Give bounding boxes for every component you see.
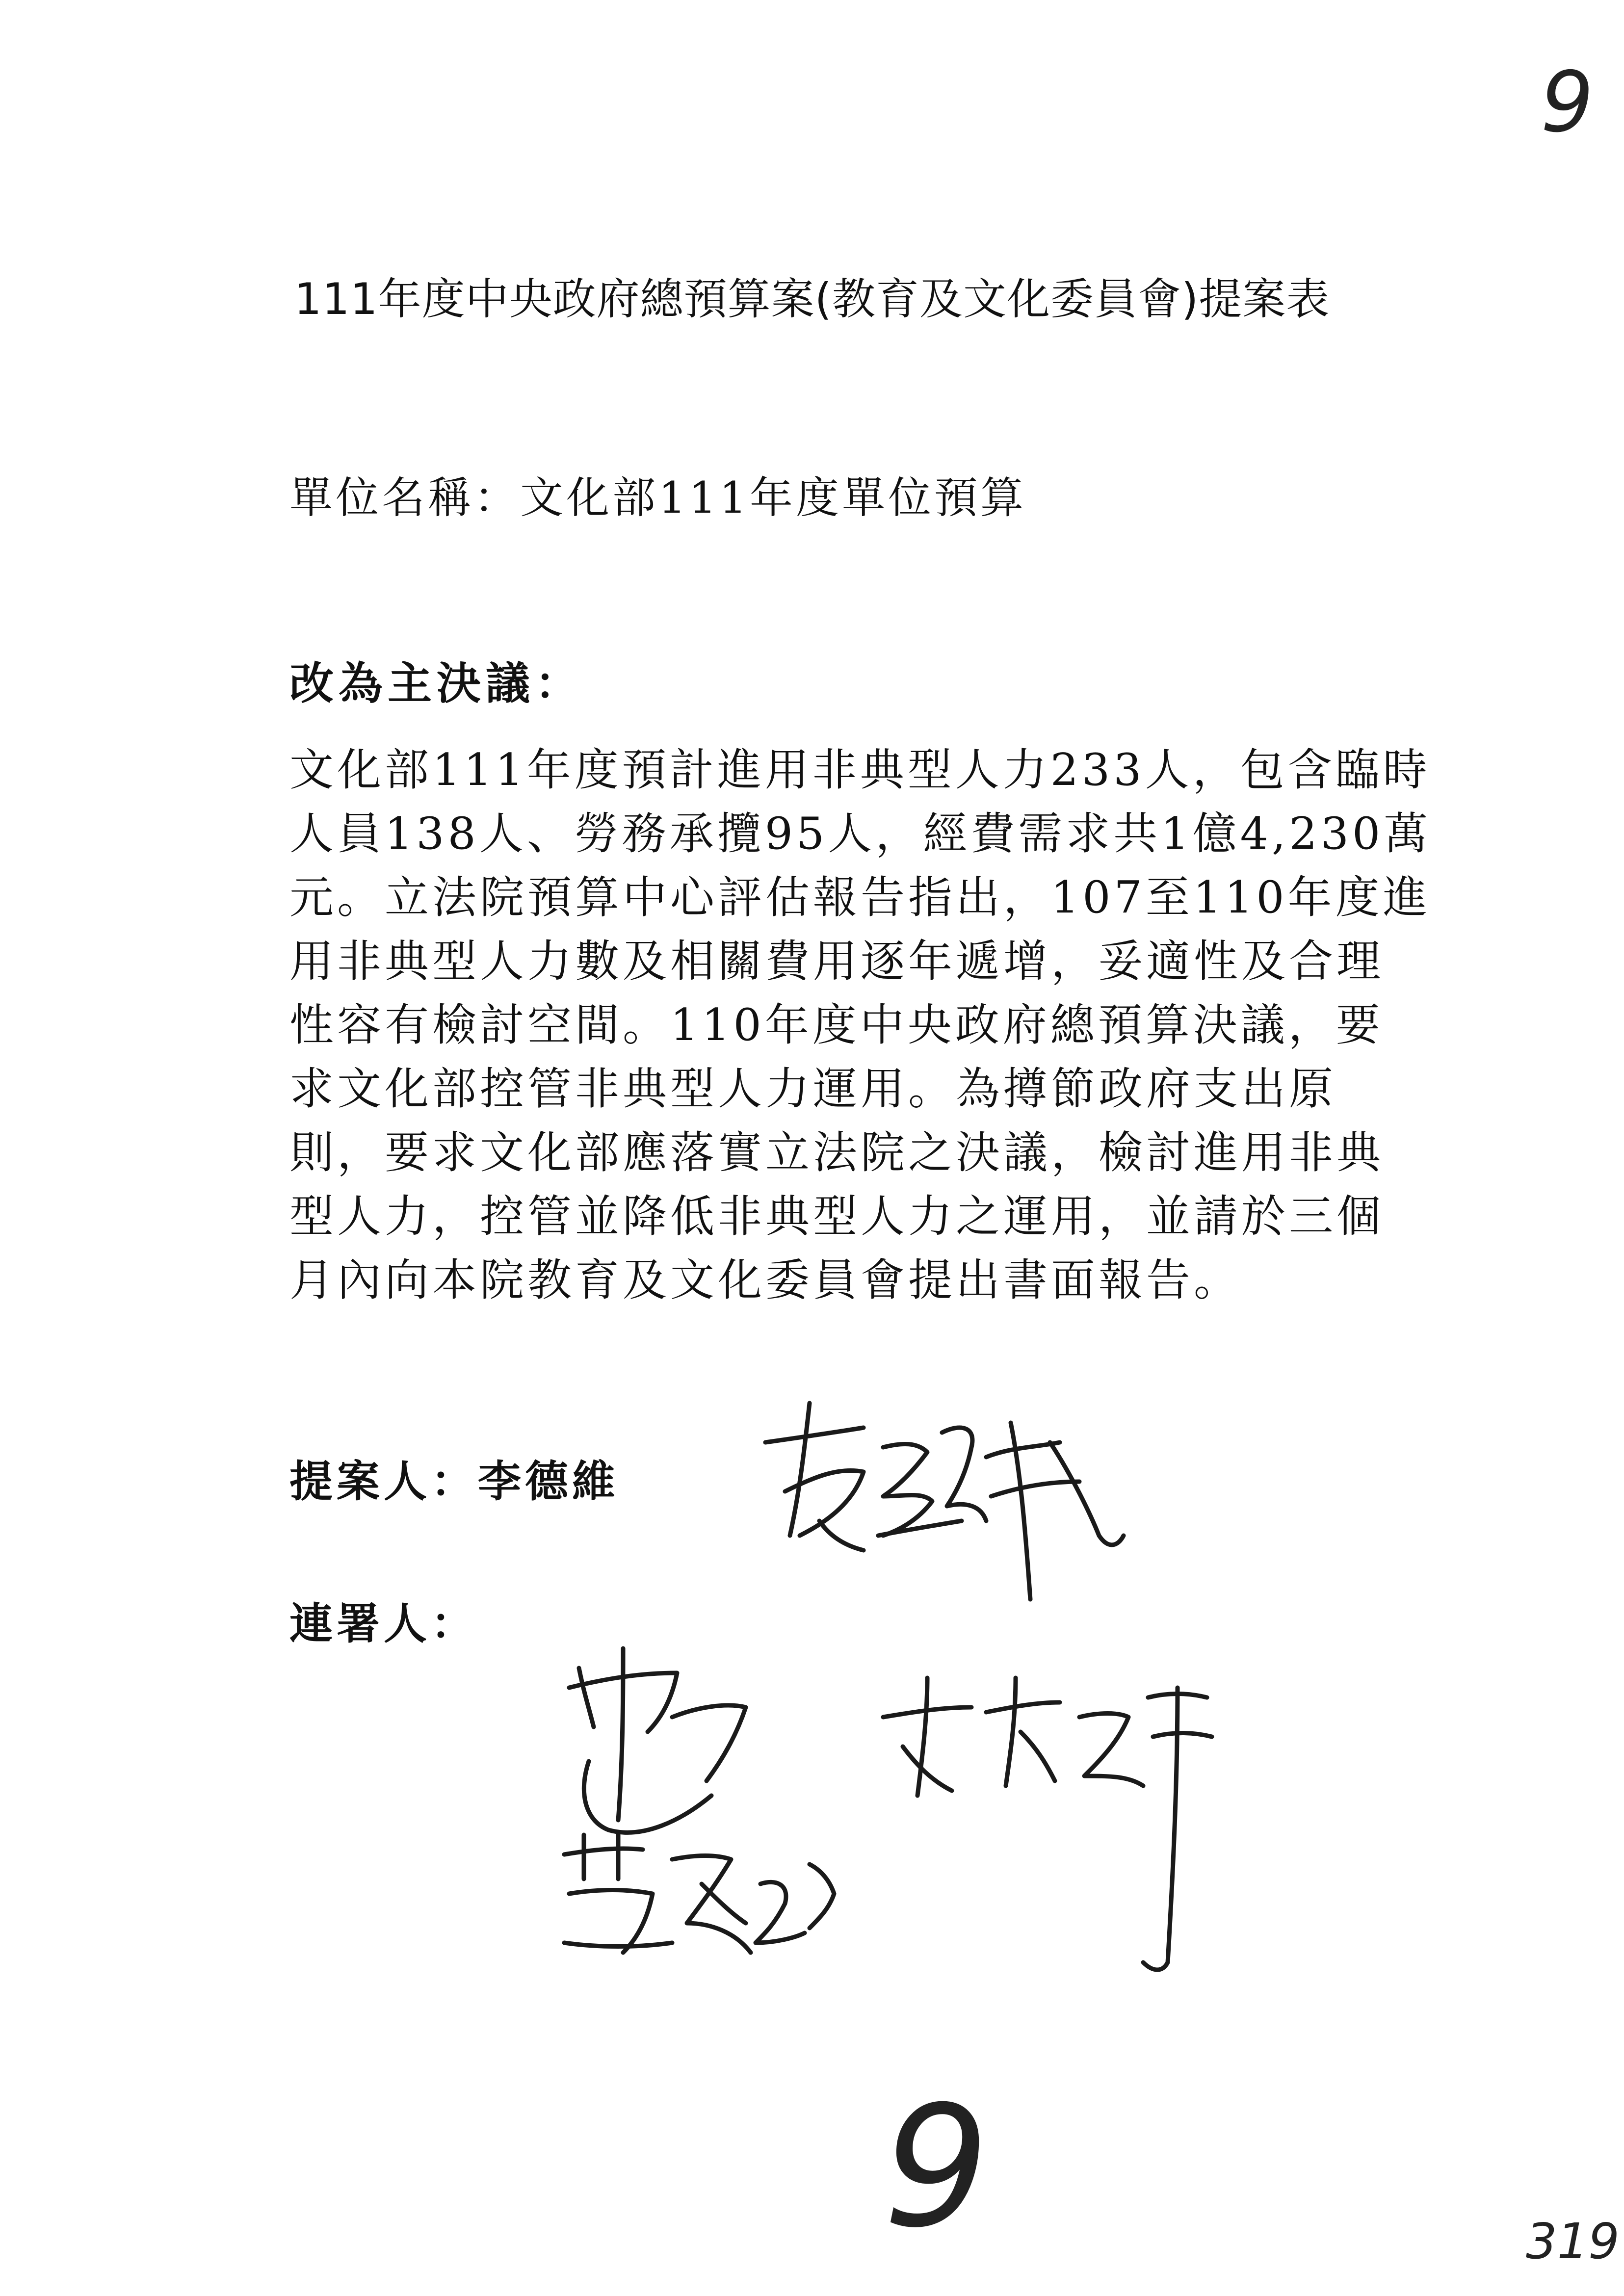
cosigner-signature-2 (873, 1658, 1217, 1992)
proposer-signature (756, 1374, 1128, 1629)
body-line: 月內向本院教育及文化委員會提出書面報告。 (289, 1254, 1241, 1306)
body-line: 型人力，控管並降低非典型人力之運用，並請於三個 (289, 1191, 1384, 1242)
body-line: 文化部111年度預計進用非典型人力233人，包含臨時 (289, 744, 1431, 796)
resolution-label: 改為主決議： (289, 657, 584, 709)
cosigners-label: 連署人： (289, 1598, 478, 1649)
page-number-bottom: 9 (883, 2070, 990, 2265)
body-line: 則，要求文化部應落實立法院之決議，檢討進用非典 (289, 1127, 1384, 1178)
unit-name-line: 單位名稱：文化部111年度單位預算 (289, 472, 1026, 523)
form-title: 111年度中央政府總預算案(教育及文化委員會)提案表 (294, 274, 1330, 324)
body-line: 元。立法院預算中心評估報告指出，107至110年度進 (289, 872, 1431, 923)
cosigner-signature-3 (554, 1825, 849, 1982)
cosigner-signature-1 (550, 1634, 756, 1840)
body-line: 用非典型人力數及相關費用逐年遞增，妥適性及合理 (289, 936, 1384, 987)
body-line: 求文化部控管非典型人力運用。為撙節政府支出原 (289, 1063, 1336, 1115)
folio-number: 319 (1526, 2213, 1620, 2270)
body-line: 人員138人、勞務承攬95人，經費需求共1億4,230萬 (289, 808, 1432, 860)
resolution-body (289, 738, 1432, 1312)
page-number-top: 9 (1541, 54, 1594, 151)
proposer-line: 提案人：李德維 (289, 1456, 620, 1507)
body-line: 性容有檢討空間。110年度中央政府總預算決議，要 (289, 999, 1384, 1051)
